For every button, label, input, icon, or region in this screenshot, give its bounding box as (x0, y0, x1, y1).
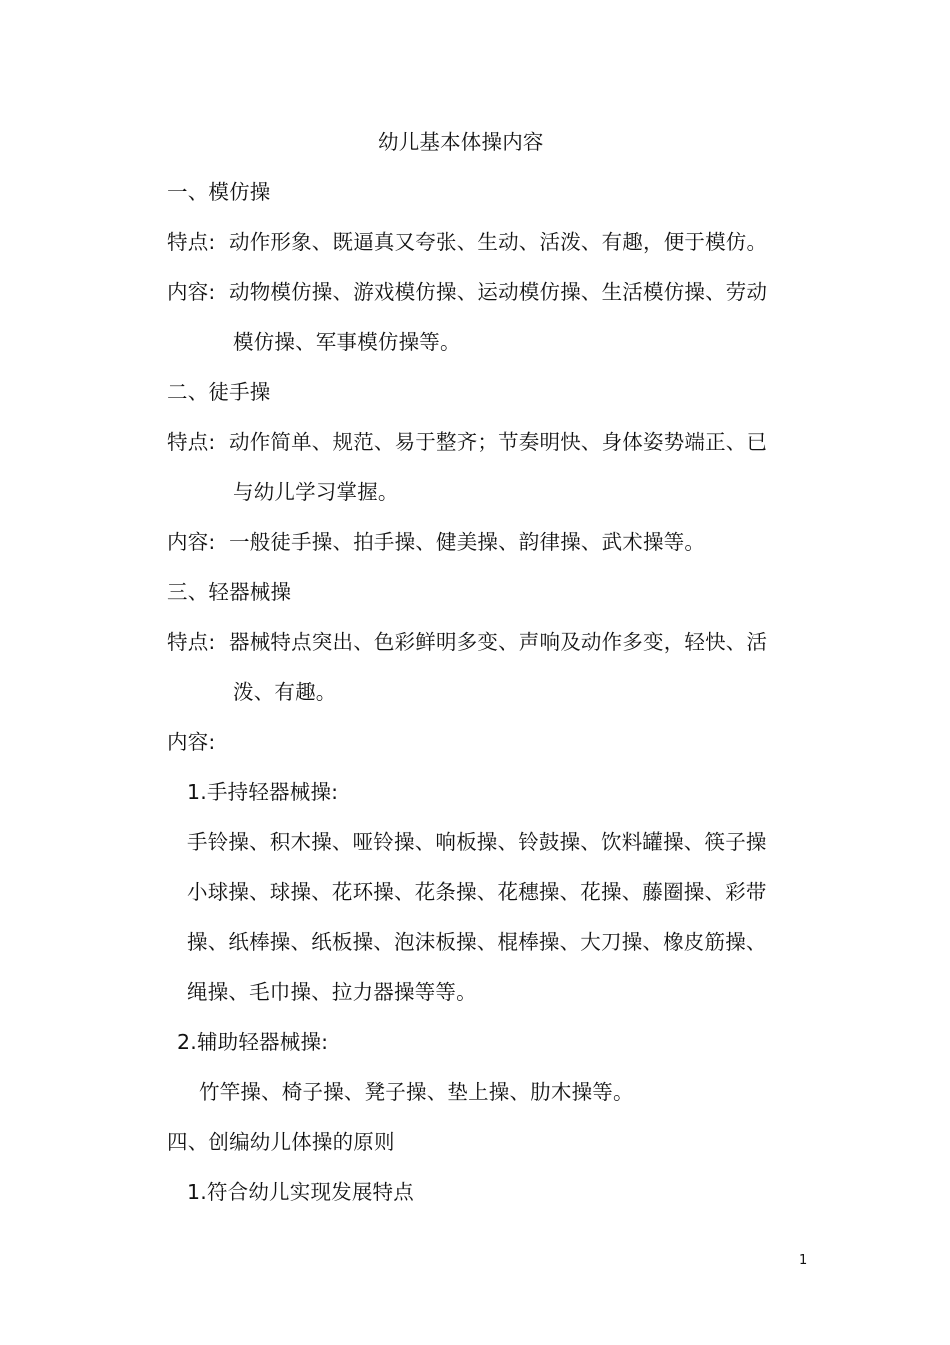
content-text: 模仿操、军事模仿操等。 (233, 330, 461, 354)
features-label: 特点: (167, 630, 216, 654)
section-heading: 二、徒手操 (167, 380, 271, 404)
section-heading: 一、模仿操 (167, 180, 271, 204)
document-title: 幼儿基本体操内容 (378, 130, 544, 154)
features-text: 器械特点突出、色彩鲜明多变、声响及动作多变，轻快、活 (229, 630, 768, 654)
features-text: 动作简单、规范、易于整齐；节奏明快、身体姿势端正、已 (229, 430, 768, 454)
section-heading: 四、创编幼儿体操的原则 (167, 1130, 395, 1154)
list-line: 小球操、球操、花环操、花条操、花穗操、花操、藤圈操、彩带 (187, 880, 767, 904)
list-line: 操、纸棒操、纸板操、泡沫板操、棍棒操、大刀操、橡皮筋操、 (187, 930, 767, 954)
list-line: 竹竿操、椅子操、凳子操、垫上操、肋木操等。 (199, 1080, 634, 1104)
features-text: 与幼儿学习掌握。 (233, 480, 399, 504)
subsection-heading: 1.手持轻器械操: (187, 780, 339, 804)
list-line: 手铃操、积木操、哑铃操、响板操、铃鼓操、饮料罐操、筷子操 (187, 830, 767, 854)
subsection-heading: 2.辅助轻器械操: (177, 1030, 329, 1054)
content-text: 动物模仿操、游戏模仿操、运动模仿操、生活模仿操、劳动 (229, 280, 768, 304)
page-number: 1 (799, 1253, 808, 1268)
features-text: 泼、有趣。 (233, 680, 337, 704)
content-label: 内容: (167, 280, 216, 304)
features-label: 特点: (167, 430, 216, 454)
subsection-heading: 1.符合幼儿实现发展特点 (187, 1180, 414, 1204)
section-heading: 三、轻器械操 (167, 580, 292, 604)
content-label: 内容: (167, 730, 216, 754)
content-text: 一般徒手操、拍手操、健美操、韵律操、武术操等。 (229, 530, 706, 554)
list-line: 绳操、毛巾操、拉力器操等等。 (187, 980, 477, 1004)
features-label: 特点: (167, 230, 216, 254)
features-text: 动作形象、既逼真又夸张、生动、活泼、有趣，便于模仿。 (229, 230, 768, 254)
content-label: 内容: (167, 530, 216, 554)
